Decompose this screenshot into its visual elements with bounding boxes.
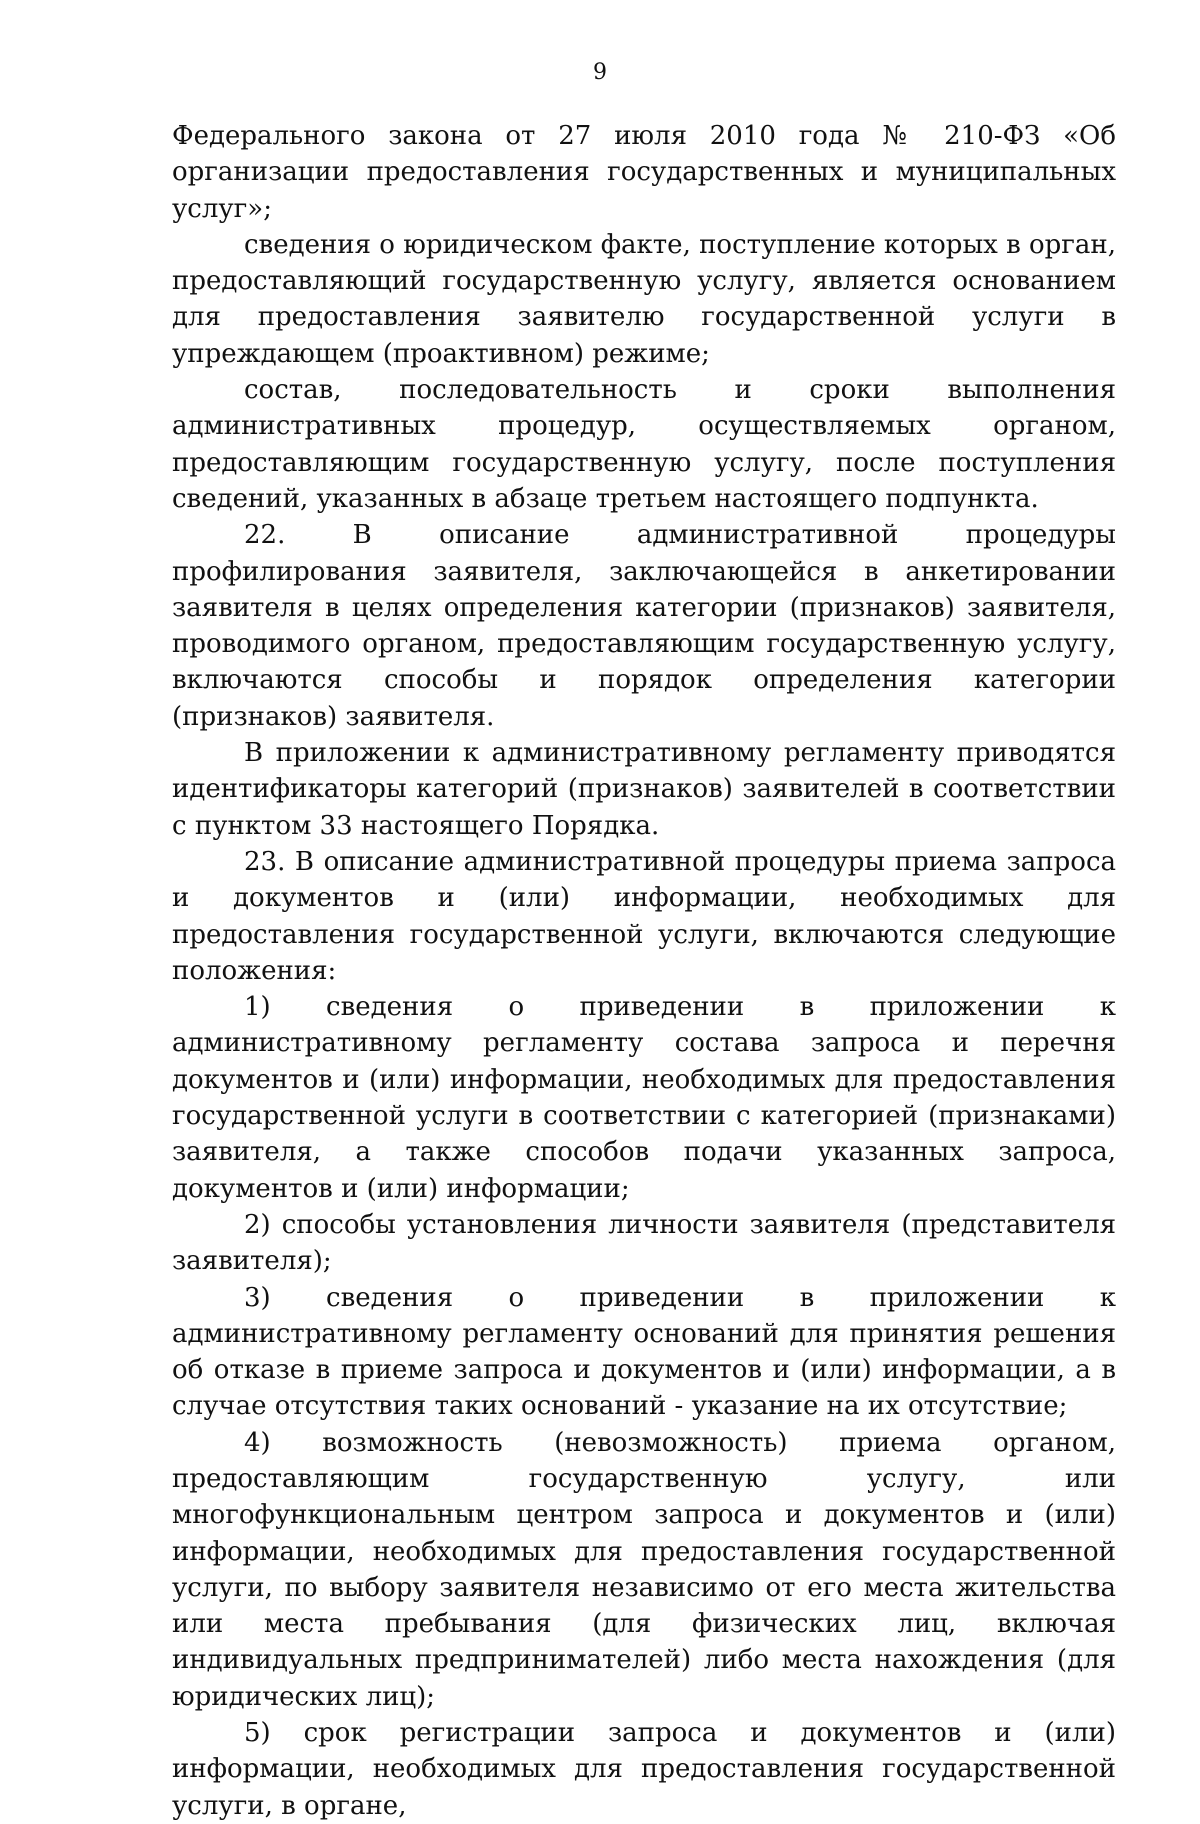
paragraph-procedures: состав, последовательность и сроки выполнения административных процедур, осуществляемых органом, предоставляющим государственную услугу, после поступления сведений, указанных в абзаце третьем настоящего подпункта. xyxy=(172,375,1116,514)
list-item-5: 5) срок регистрации запроса и документов и (или) информации, необходимых для предоставления государственной услуги, в органе, xyxy=(172,1718,1116,1821)
paragraph-continuation: Федерального закона от 27 июля 2010 года № 210-ФЗ «Об организации предоставления государственных и муниципальных услуг»; xyxy=(172,121,1116,224)
list-item-4: 4) возможность (невозможность) приема органом, предоставляющим государственную услугу, или многофункциональным центром запроса и документов и (или) информации, необходимых для предоставления государственной услуги, по выбору заявителя независимо от его места жительства или места пребывания (для физических лиц, включая индивидуальных предпринимателей) либо места нахождения (для юридических лиц); xyxy=(172,1427,1116,1712)
paragraph-item-22: 22. В описание административной процедуры профилирования заявителя, заключающейся в анкетировании заявителя в целях определения категории (признаков) заявителя, проводимого органом, предоставляющим государственную услугу, включаются способы и порядок определения категории (признаков) заявителя. xyxy=(172,520,1116,732)
page-number: 9 xyxy=(593,60,607,85)
document-body xyxy=(172,118,1116,1824)
paragraph-legal-fact: сведения о юридическом факте, поступление которых в орган, предоставляющий государственную услугу, является основанием для предоставления заявителю государственной услуги в упреждающем (проактивном) режиме; xyxy=(172,229,1116,369)
list-item-2: 2) способы установления личности заявителя (представителя заявителя); xyxy=(172,1209,1116,1277)
paragraph-appendix: В приложении к административному регламенту приводятся идентификаторы категорий (признаков) заявителей в соответствии с пунктом 33 настоящего Порядка. xyxy=(172,738,1116,841)
list-item-1: 1) сведения о приведении в приложении к административному регламенту состава запроса и перечня документов и (или) информации, необходимых для предоставления государственной услуги в соответствии с категорией (признаками) заявителя, а также способов подачи указанных запроса, документов и (или) информации; xyxy=(172,992,1116,1204)
list-item-3: 3) сведения о приведении в приложении к административному регламенту оснований для принятия решения об отказе в приеме запроса и документов и (или) информации, а в случае отсутствия таких оснований - указание на их отсутствие; xyxy=(172,1282,1116,1422)
paragraph-item-23: 23. В описание административной процедуры приема запроса и документов и (или) информации, необходимых для предоставления государственной услуги, включаются следующие положения: xyxy=(172,846,1116,986)
